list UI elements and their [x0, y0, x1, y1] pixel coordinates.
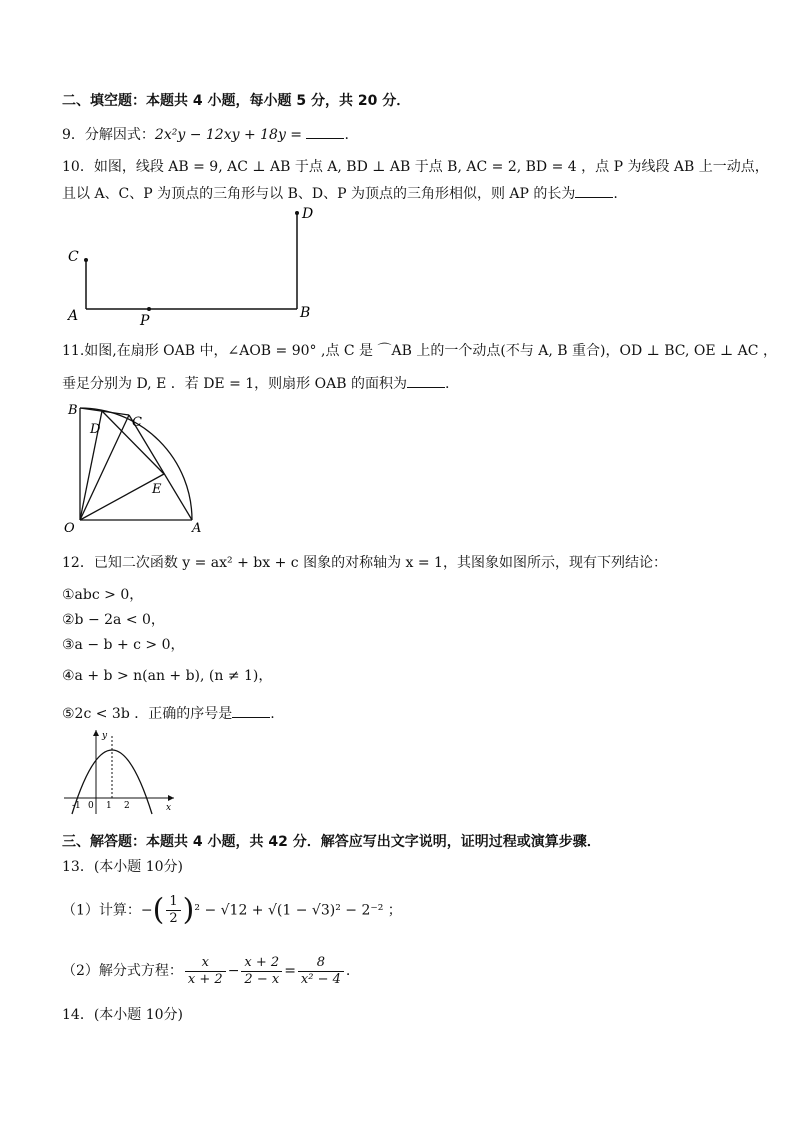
minus-sign: − [227, 963, 240, 979]
left-paren: ( [152, 892, 165, 928]
q11-answer-blank[interactable] [407, 373, 445, 388]
question-11-line-2 [62, 373, 449, 394]
x-axis-arrow [168, 795, 174, 801]
fraction-2-numerator: x + 2 [241, 955, 282, 972]
question-9 [62, 124, 349, 145]
q10-answer-blank[interactable] [575, 183, 613, 198]
q9-answer-blank[interactable] [306, 124, 344, 139]
label-x: x [166, 803, 172, 813]
segment-oe [80, 474, 164, 520]
q12-conclusion-5 [62, 703, 275, 724]
fraction-numerator: 1 [166, 894, 180, 911]
question-10-line-2 [62, 183, 618, 204]
fraction-3-denominator: x² − 4 [300, 971, 341, 987]
question-13-title: 13．(本小题 10分) [62, 859, 184, 875]
tick-zero: 0 [88, 801, 94, 811]
q13-fraction-1 [185, 955, 226, 988]
q12-tail: . [270, 706, 275, 722]
q9-expression: 2x²y − 12xy + 18y = [154, 127, 307, 143]
section-3-heading: 三、解答题：本题共 4 小题，共 42 分．解答应写出文字说明，证明过程或演算步骤． [62, 834, 601, 850]
q13-p1-fraction [166, 894, 180, 927]
label-b: B [68, 403, 78, 418]
fraction-1-denominator: x + 2 [187, 971, 223, 987]
question-14-title: 14．(本小题 10分) [62, 1007, 184, 1023]
label-d: D [302, 206, 314, 222]
q11-line-2-text: 垂足分别为 D, E ．若 DE = 1，则扇形 OAB 的面积为 [62, 376, 407, 392]
segment-ca [129, 415, 192, 520]
label-a: A [68, 308, 79, 324]
q13-p1-label: （1）计算： [62, 902, 141, 919]
point-c [84, 258, 88, 262]
right-paren: ) [182, 892, 195, 928]
tick-two: 2 [124, 801, 130, 811]
fraction-1-numerator: x [185, 955, 226, 972]
equals-sign: = [284, 963, 296, 979]
q13-fraction-2 [241, 955, 282, 988]
q12-conclusion-5-text: ⑤2c < 3b ．正确的序号是 [62, 706, 233, 722]
q13-part-2 [62, 953, 350, 989]
label-e: E [152, 482, 162, 497]
point-d [295, 211, 299, 215]
section-2-heading: 二、填空题：本题共 4 小题，每小题 5 分，共 20 分． [62, 93, 411, 109]
point-p [147, 307, 151, 311]
fraction-3-numerator: 8 [298, 955, 344, 972]
label-c: C [68, 249, 79, 265]
q12-conclusion-3: ③a − b + c > 0， [62, 637, 185, 653]
q11-tail: . [444, 376, 450, 392]
q9-stem: 9．分解因式： [62, 127, 155, 143]
q12-figure [60, 726, 180, 818]
fraction-denominator: 2 [169, 911, 178, 926]
label-c: C [132, 415, 142, 430]
q12-conclusion-1: ①abc > 0， [62, 587, 144, 603]
q10-figure [60, 203, 330, 328]
q10-tail: . [613, 186, 618, 202]
q11-figure [60, 398, 210, 538]
label-b: B [300, 305, 311, 321]
q12-conclusion-4: ④a + b > n(an + b), (n ≠ 1)， [62, 668, 273, 684]
label-y: y [102, 731, 108, 741]
label-a: A [192, 521, 202, 536]
tick-one: 1 [106, 801, 112, 811]
q13-fraction-3 [298, 955, 344, 988]
label-o: O [64, 521, 75, 536]
question-12-line-1: 12．已知二次函数 y = ax² + bx + c 图象的对称轴为 x = 1，其图象如图所示，现有下列结论： [62, 555, 667, 571]
q12-conclusion-2: ②b − 2a < 0， [62, 612, 165, 628]
q13-part-1 [62, 894, 402, 927]
y-axis-arrow [93, 730, 99, 736]
label-d: D [90, 422, 101, 437]
label-p: P [140, 313, 150, 328]
q13-p1-minus: − [140, 902, 153, 919]
q12-answer-blank[interactable] [232, 703, 270, 718]
q13-p2-tail: . [345, 963, 351, 979]
q9-tail: . [344, 127, 349, 143]
question-11-line-1: 11.如图,在扇形 OAB 中，∠AOB = 90° ,点 C 是 ⌒AB 上的一个动点(不与 A, B 重合)，OD ⊥ BC, OE ⊥ AC ， [62, 343, 777, 359]
question-10-line-1: 10．如图，线段 AB = 9, AC ⊥ AB 于点 A, BD ⊥ AB 于点 B, AC = 2, BD = 4 ，点 P 为线段 AB 上一动点， [62, 159, 769, 175]
fraction-2-denominator: 2 − x [244, 971, 280, 987]
q13-p2-label: （2）解分式方程： [62, 963, 183, 979]
q10-line-2-text: 且以 A、C、P 为顶点的三角形与以 B、D、P 为顶点的三角形相似，则 AP 的长为 [62, 186, 576, 202]
q13-p1-rest: ² − √12 + √(1 − √3)² − 2⁻² ； [194, 902, 402, 919]
tick-minus-one: -1 [72, 801, 81, 811]
